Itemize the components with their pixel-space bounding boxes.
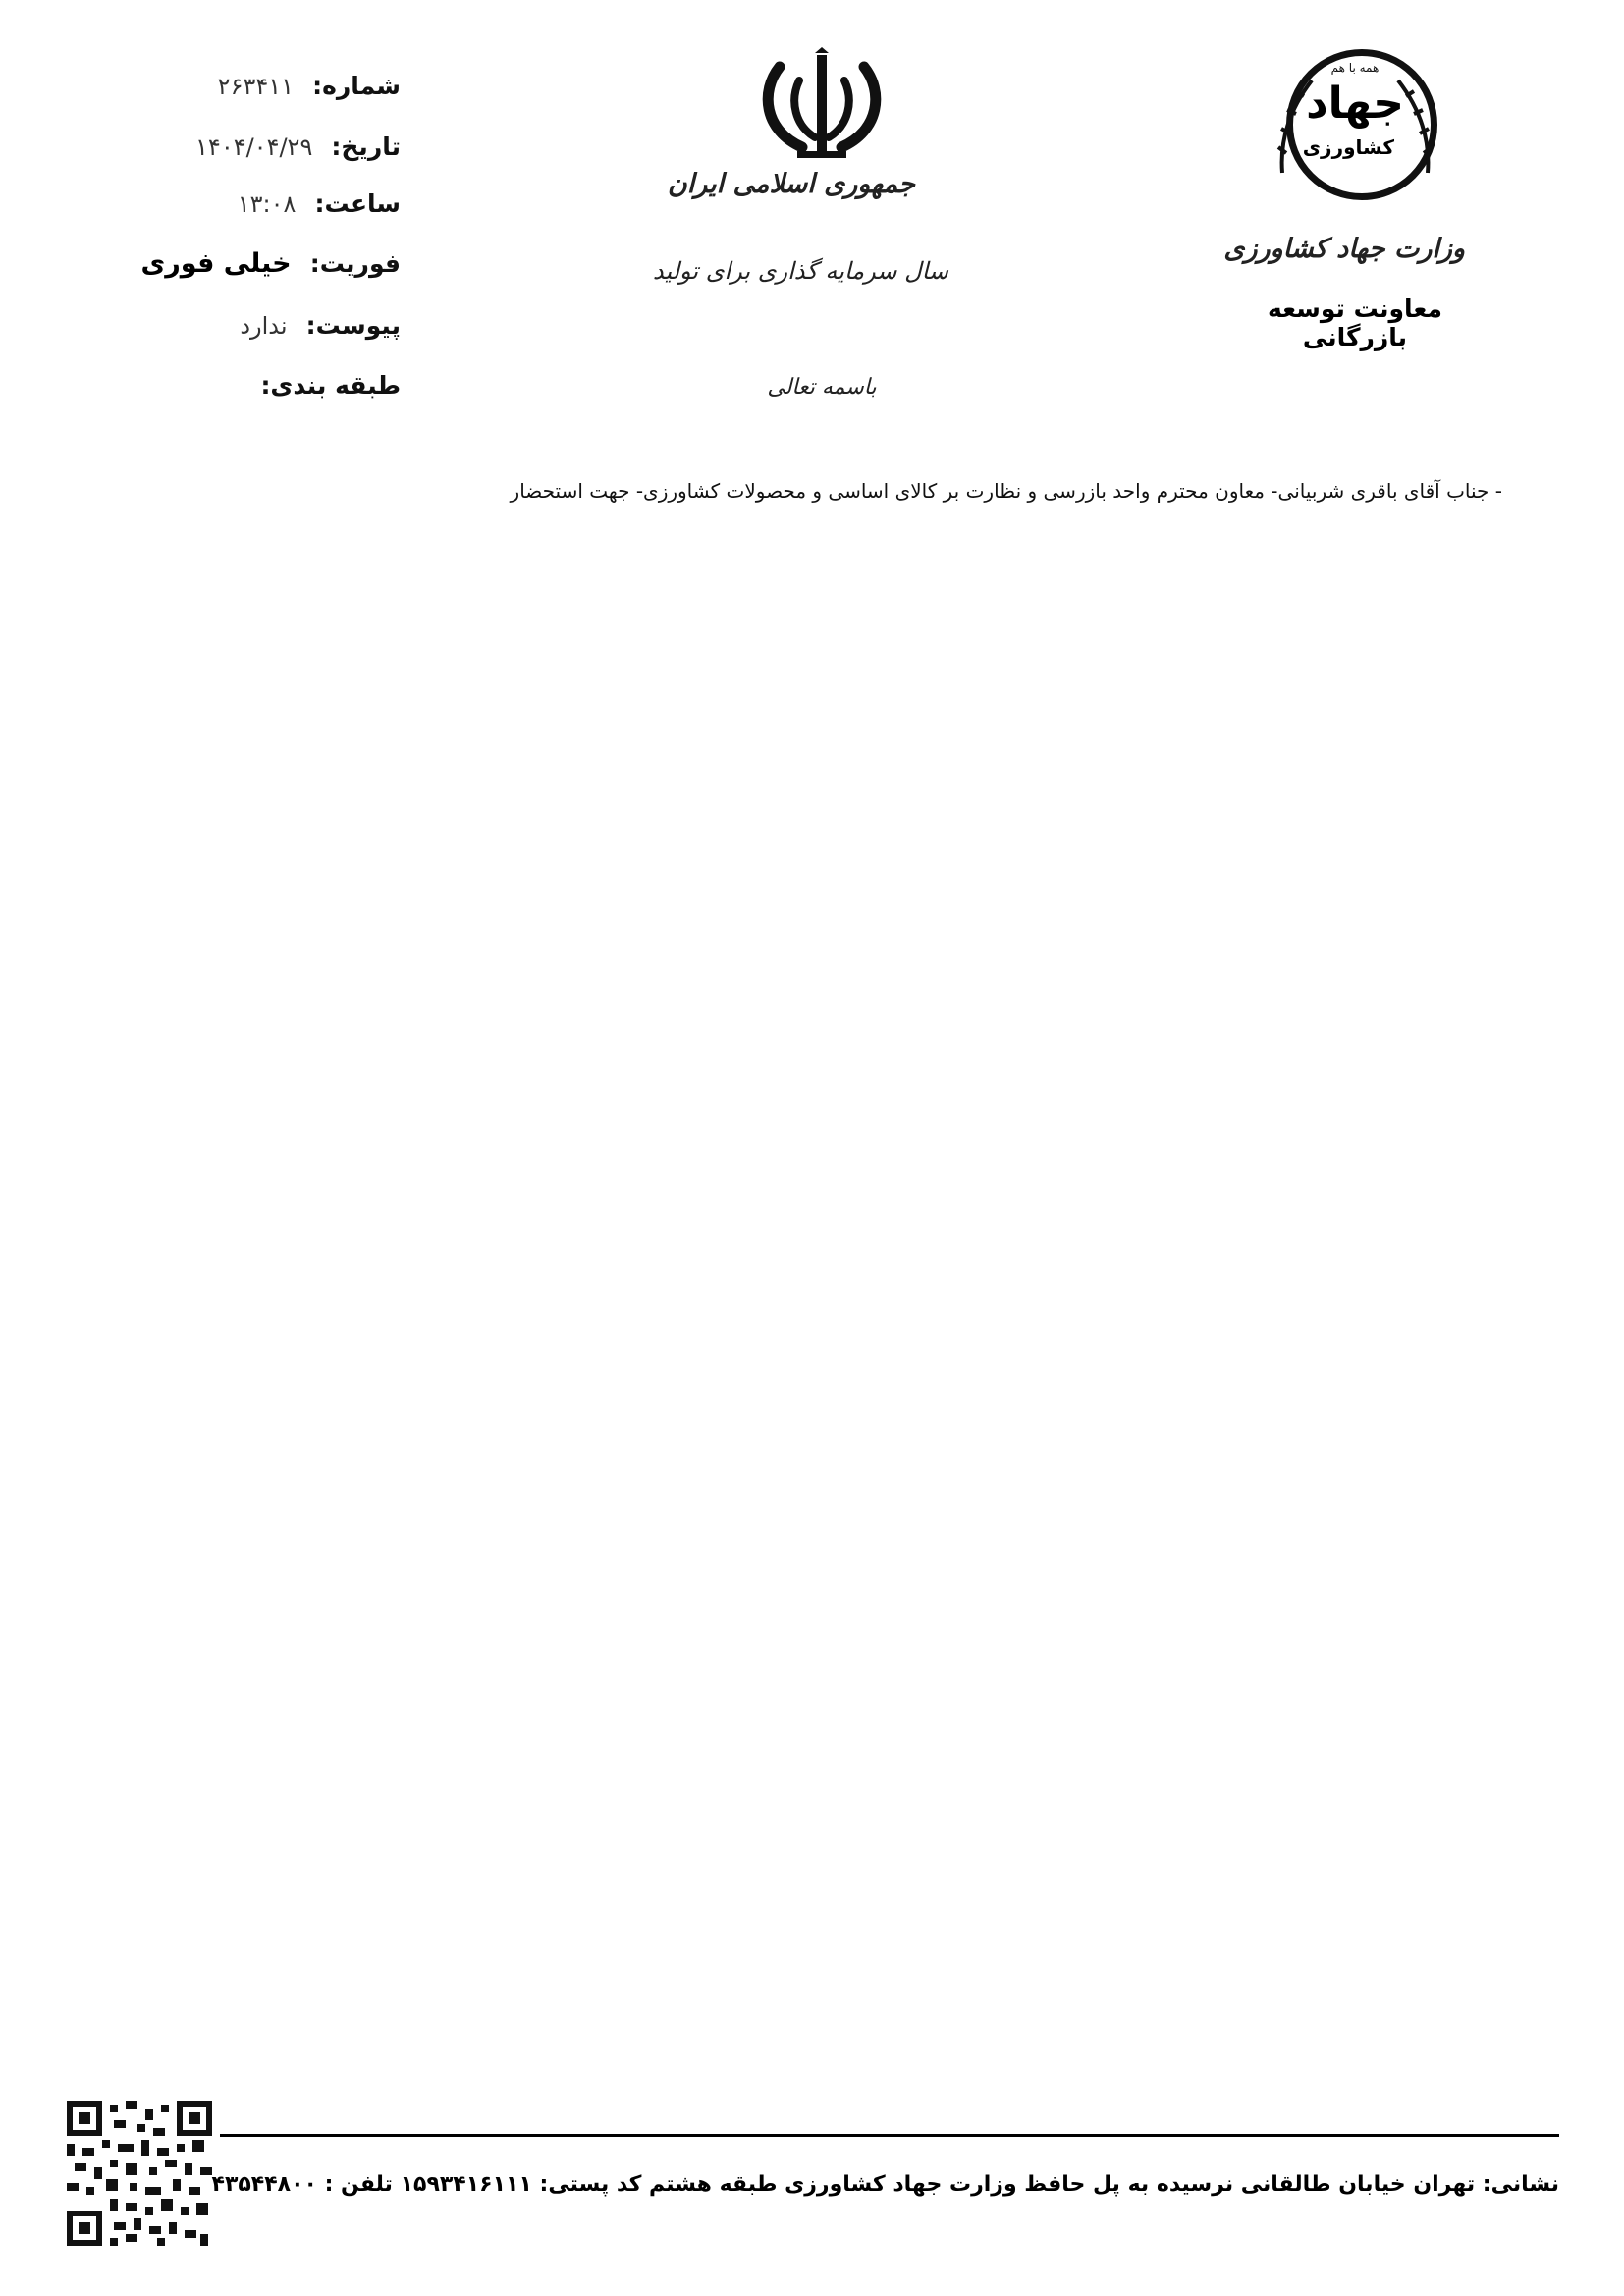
country-name: جمهوری اسلامی ایران	[667, 169, 915, 199]
logo-sub-text: کشاورزی	[1302, 135, 1394, 159]
meta-attachment	[240, 311, 401, 340]
logo-main-text: جهاد	[1306, 79, 1404, 129]
meta-number	[218, 72, 401, 100]
footer-divider	[220, 2134, 1559, 2137]
number-value: ۲۶۳۴۱۱	[217, 73, 295, 100]
wheat-icon	[1272, 55, 1437, 202]
meta-classification	[246, 371, 401, 400]
department-name: معاونت توسعه بازرگانی	[1268, 294, 1442, 351]
qr-code-icon	[67, 2101, 212, 2246]
date-value: ۱۴۰۴/۰۴/۲۹	[195, 133, 313, 161]
classification-label: طبقه بندی:	[260, 371, 401, 400]
recipient-line: - جناب آقای باقری شربیانی- معاون محترم واحد بازرسی و نظارت بر کالای اساسی و محصولات کشاورزی- جهت استحضار	[510, 479, 1502, 503]
ministry-name: وزارت جهاد کشاورزی	[1223, 234, 1465, 264]
attachment-label: پیوست:	[305, 311, 401, 340]
number-label: شماره:	[312, 72, 401, 100]
time-value: ۱۳:۰۸	[237, 190, 297, 218]
attachment-value: ندارد	[240, 312, 288, 340]
meta-time	[238, 189, 401, 218]
iran-emblem-icon	[758, 47, 886, 163]
date-label: تاریخ:	[331, 133, 401, 161]
time-label: ساعت:	[314, 189, 401, 218]
meta-date	[195, 133, 401, 161]
priority-value: خیلی فوری	[140, 248, 292, 279]
footer-address: نشانی: تهران خیابان طالقانی نرسیده به پل حافظ وزارت جهاد کشاورزی طبقه هشتم کد پستی: ۱۵۹۳۴۱۶۱۱۱ تلفن : ۴۳۵۴۴۸۰۰	[211, 2172, 1559, 2197]
meta-priority	[140, 248, 401, 279]
bismillah: باسمه تعالی	[767, 375, 877, 400]
year-slogan: سال سرمایه گذاری برای تولید	[652, 257, 948, 285]
logo-top-text: همه با هم	[1330, 61, 1380, 75]
priority-label: فوریت:	[309, 249, 401, 278]
